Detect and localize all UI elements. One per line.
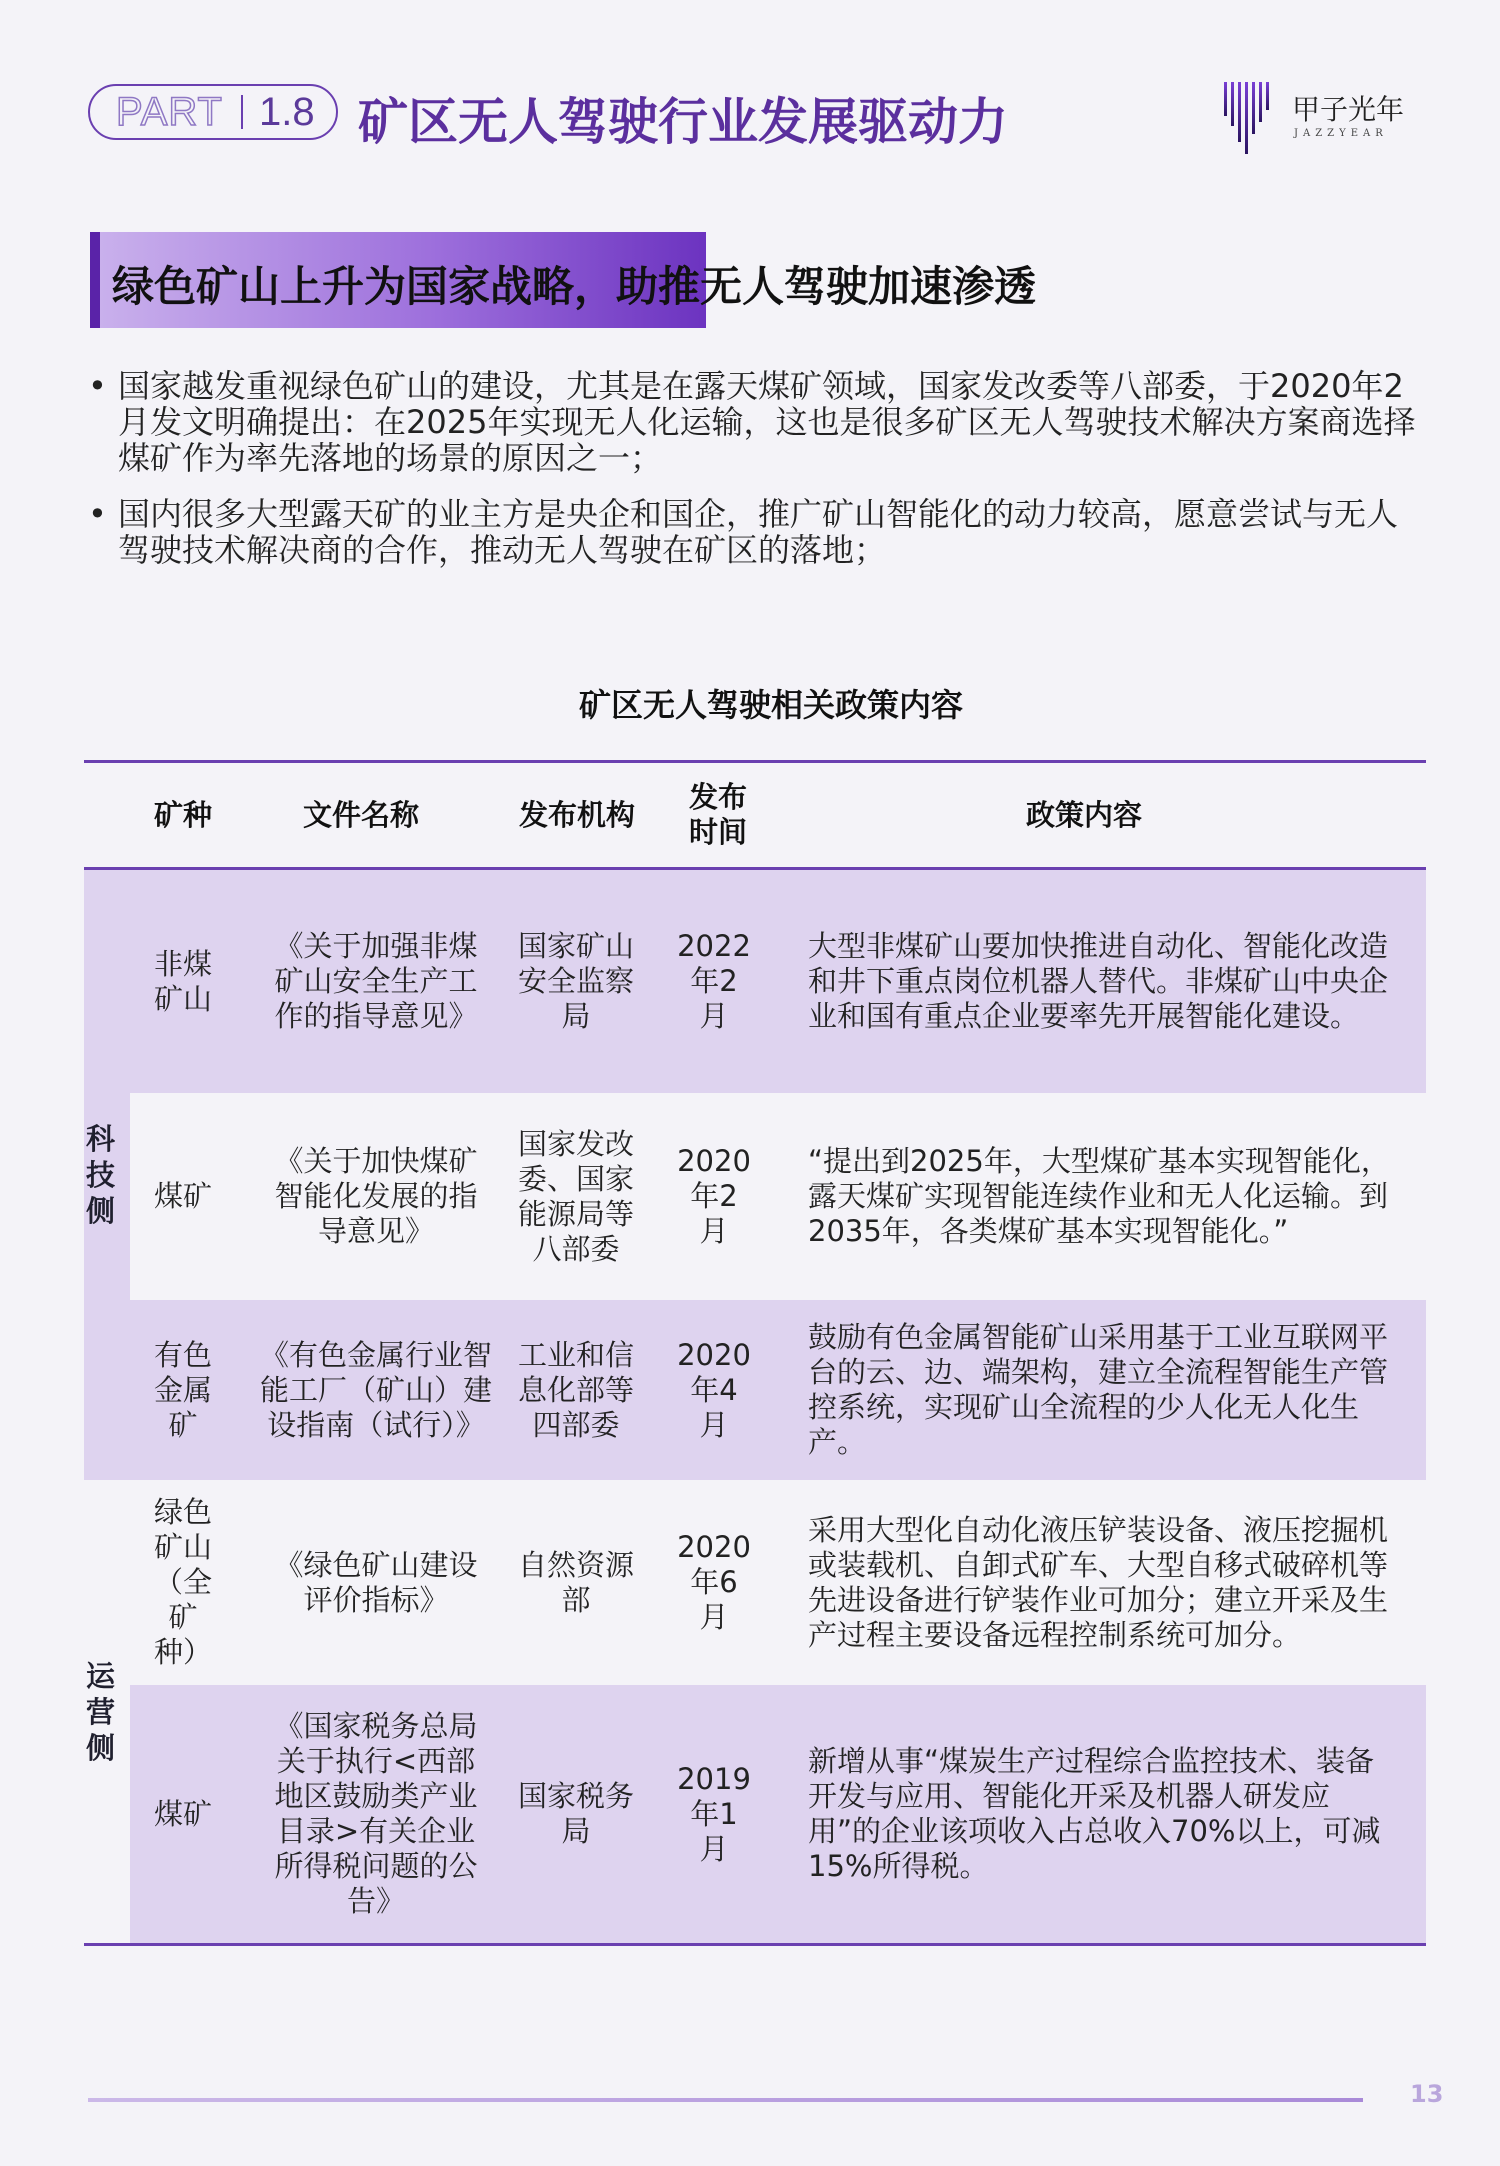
cell-org: 国家矿山安全监察局 xyxy=(517,929,634,1033)
cell-org: 工业和信息化部等四部委 xyxy=(517,1337,634,1442)
bullet-list xyxy=(88,368,1428,588)
cell-kind: 绿色矿山（全矿种） xyxy=(153,1495,212,1669)
bullet-item xyxy=(88,496,1428,568)
part-label: PART xyxy=(116,89,223,134)
page-title: 矿区无人驾驶行业发展驱动力 xyxy=(358,93,1008,151)
table-bottom-rule xyxy=(84,1943,1426,1946)
cell-doc: 《绿色矿山建设评价指标》 xyxy=(274,1547,478,1617)
cell-kind: 煤矿 xyxy=(153,1796,212,1831)
brand-logo xyxy=(1222,78,1412,158)
group-label-ops: 运营侧 xyxy=(86,1658,116,1765)
table-header-row xyxy=(84,763,1426,867)
cell-org: 国家税务局 xyxy=(517,1779,634,1848)
policy-table xyxy=(84,760,1426,1946)
cell-doc: 《关于加强非煤矿山安全生产工作的指导意见》 xyxy=(274,929,478,1033)
cell-kind: 非煤矿山 xyxy=(153,946,212,1016)
part-number: 1.8 xyxy=(259,89,315,134)
bullet-dot: • xyxy=(88,495,107,533)
logo-text: 甲子光年 xyxy=(1292,93,1405,126)
cell-kind: 有色金属矿 xyxy=(153,1337,212,1442)
part-badge xyxy=(88,84,338,140)
cell-content: 新增从事“煤炭生产过程综合监控技术、装备开发与应用、智能化开采及机器人研发应用”的企业该项收入占总收入70%以上，可减15%所得税。 xyxy=(808,1744,1381,1883)
cell-time: 2019年1月 xyxy=(677,1761,751,1866)
logo-subtext: JAZZYEAR xyxy=(1294,128,1388,139)
cell-doc: 《国家税务总局关于执行<西部地区鼓励类产业目录>有关企业所得税问题的公告》 xyxy=(274,1709,478,1918)
header-org: 发布机构 xyxy=(518,797,635,832)
table-row xyxy=(84,1093,1426,1300)
bullet-text: 国内很多大型露天矿的业主方是央企和国企，推广矿山智能化的动力较高，愿意尝试与无人驾驶技术解决商的合作，推动无人驾驶在矿区的落地； xyxy=(118,495,1399,569)
bullet-dot: • xyxy=(88,367,107,405)
footer-rule xyxy=(88,2098,1363,2102)
cell-time: 2020年4月 xyxy=(677,1337,751,1442)
part-divider xyxy=(241,95,243,129)
cell-org: 国家发改委、国家能源局等八部委 xyxy=(517,1126,634,1266)
group-label-tech: 科技侧 xyxy=(86,1122,116,1228)
page-number: 13 xyxy=(1410,2080,1444,2108)
cell-content: 大型非煤矿山要加快推进自动化、智能化改造和井下重点岗位机器人替代。非煤矿山中央企业和国有重点企业要率先开展智能化建设。 xyxy=(808,929,1389,1033)
logo-mark-icon xyxy=(1222,78,1272,156)
header-time: 发布时间 xyxy=(688,780,747,849)
header-content: 政策内容 xyxy=(1025,797,1142,832)
cell-doc: 《关于加快煤矿智能化发展的指导意见》 xyxy=(274,1144,478,1248)
bullet-text: 国家越发重视绿色矿山的建设，尤其是在露天煤矿领域，国家发改委等八部委，于2020年2月发文明确提出：在2025年实现无人化运输，这也是很多矿区无人驾驶技术解决方案商选择煤矿作为率先落地的场景的原因之一； xyxy=(118,367,1416,477)
cell-content: “提出到2025年，大型煤矿基本实现智能化，露天煤矿实现智能连续作业和无人化运输。到2035年，各类煤矿基本实现智能化。” xyxy=(808,1144,1390,1248)
table-row xyxy=(84,1480,1426,1685)
section-banner-title: 绿色矿山上升为国家战略，助推无人驾驶加速渗透 xyxy=(112,262,1037,311)
cell-time: 2020年6月 xyxy=(677,1530,751,1634)
cell-time: 2022年2月 xyxy=(677,929,751,1033)
cell-time: 2020年2月 xyxy=(677,1144,751,1248)
cell-doc: 《有色金属行业智能工厂（矿山）建设指南（试行）》 xyxy=(259,1337,492,1442)
table-row xyxy=(84,870,1426,1093)
table-title: 矿区无人驾驶相关政策内容 xyxy=(578,686,963,724)
cell-content: 鼓励有色金属智能矿山采用基于工业互联网平台的云、边、端架构，建立全流程智能生产管控系统，实现矿山全流程的少人化无人化生产。 xyxy=(808,1320,1389,1459)
header-doc: 文件名称 xyxy=(302,797,419,832)
table-row xyxy=(84,1685,1426,1943)
header-kind: 矿种 xyxy=(153,797,212,832)
bullet-item xyxy=(88,368,1428,476)
table-row xyxy=(84,1300,1426,1480)
cell-content: 采用大型化自动化液压铲装设备、液压挖掘机或装载机、自卸式矿车、大型自移式破碎机等先进设备进行铲装作业可加分；建立开采及生产过程主要设备远程控制系统可加分。 xyxy=(808,1512,1389,1652)
cell-org: 自然资源部 xyxy=(517,1547,634,1617)
cell-kind: 煤矿 xyxy=(153,1179,212,1213)
